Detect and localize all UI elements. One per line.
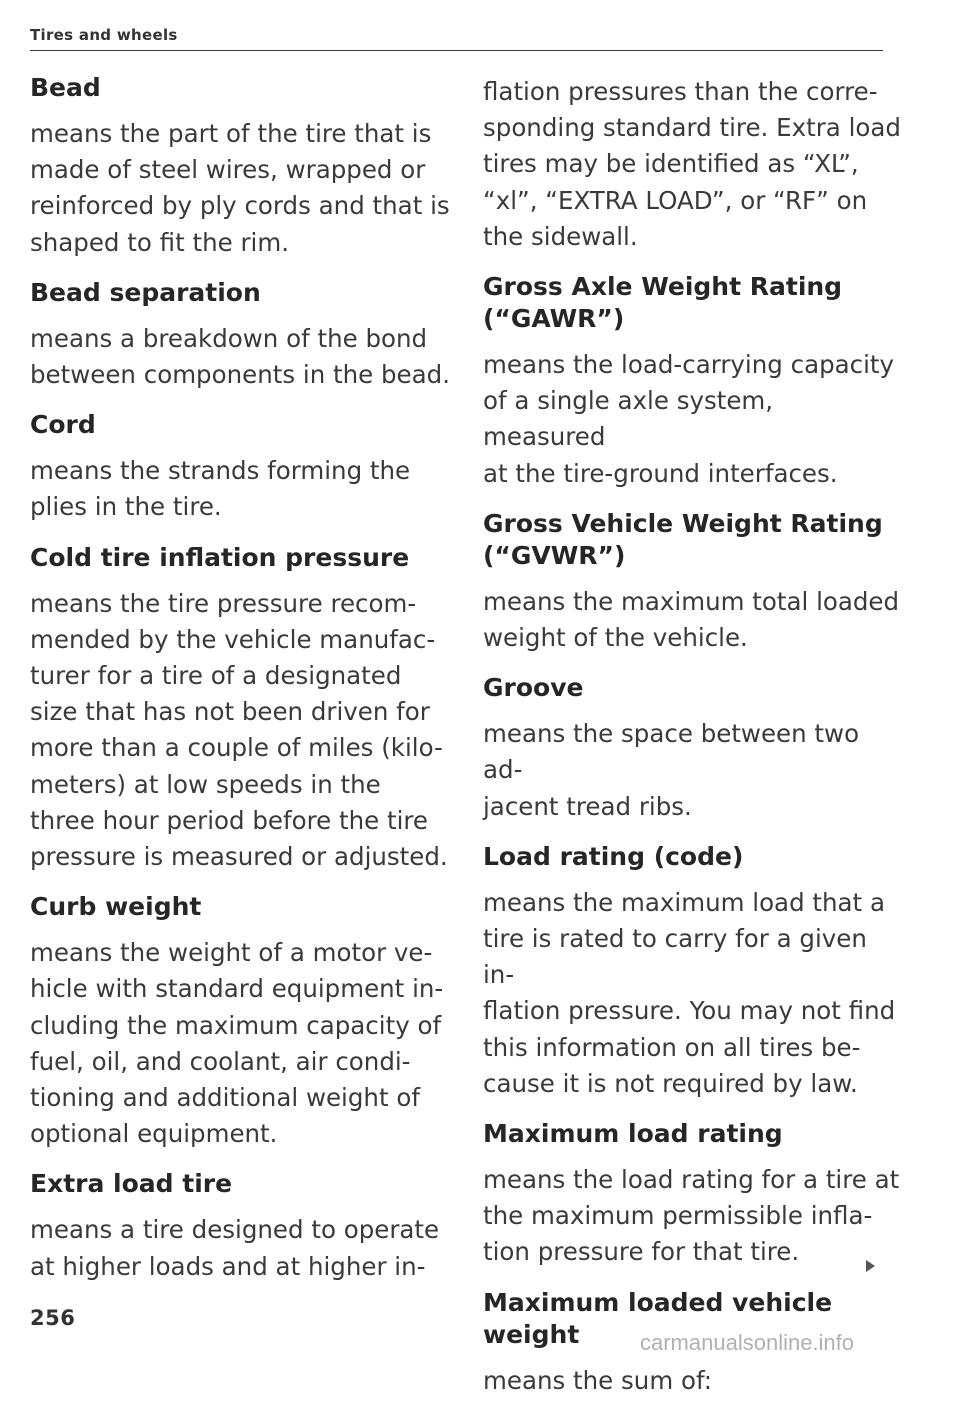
glossary-entry-maximum-load-rating [483, 1118, 903, 1271]
term-definition: means the maximum total loaded weight of the vehicle. [483, 586, 900, 653]
glossary-entry-extra-load-tire [30, 1168, 450, 1284]
term-definition: means the load rating for a tire at the maximum permissible infla- tion pressure for that tire. [483, 1165, 900, 1267]
term-definition: means the load-carrying capacity of a single axle system, measured at the tire-ground interfaces. [483, 350, 895, 488]
right-column [483, 74, 903, 1415]
term-definition: means the weight of a motor ve- hicle with standard equipment in- cluding the maximum capacity of fuel, oil, and coolant, air condi- tioning and additional weight of optional equipment. [30, 938, 444, 1149]
term-definition: means the strands forming the plies in the tire. [30, 456, 411, 522]
glossary-entry-curb-weight [30, 891, 450, 1152]
term-definition: means the maximum load that a tire is rated to carry for a given in- flation pressure. You may not find this information on all tires be- cause it is not required by law. [483, 887, 896, 1098]
term-heading: Gross Axle Weight Rating (“GAWR”) [483, 272, 843, 334]
header-rule [30, 50, 883, 51]
watermark: carmanualsonline.info [640, 1330, 855, 1355]
continued-definition: flation pressures than the corre- sponding standard tire. Extra load tires may be identified as “XL”, “xl”, “EXTRA LOAD”, or “RF” on the sidewall. [483, 77, 901, 251]
left-column [30, 72, 450, 1301]
glossary-entry-gvwr [483, 508, 903, 656]
term-heading: Bead [30, 73, 101, 102]
term-heading: Load rating (code) [483, 841, 744, 871]
term-definition: means the tire pressure recom- mended by the vehicle manufac- turer for a tire of a designated size that has not been driven for more than a couple of miles (kilo- meters) at low speeds in the three hour period before the tire pressure is measured or adjusted. [30, 588, 448, 872]
glossary-entry-bead [30, 72, 450, 261]
term-heading: Bead separation [30, 277, 261, 307]
glossary-entry-bead-separation [30, 277, 450, 393]
term-heading: Cord [30, 410, 96, 440]
glossary-entry-load-rating [483, 841, 903, 1102]
term-heading: Maximum load rating [483, 1119, 783, 1149]
term-definition: means the space between two ad- jacent tread ribs. [483, 719, 860, 821]
glossary-entry-gawr [483, 271, 903, 492]
term-definition: means the part of the tire that is made of steel wires, wrapped or reinforced by ply cords and that is shaped to fit the rim. [30, 119, 450, 257]
term-heading: Maximum loaded vehicle weight [483, 1287, 833, 1349]
term-heading: Curb weight [30, 892, 202, 922]
glossary-entry-cold-tire-inflation-pressure [30, 542, 450, 876]
term-heading: Cold tire inflation pressure [30, 542, 410, 572]
page-number: 256 [30, 1306, 76, 1330]
term-heading: Extra load tire [30, 1169, 233, 1199]
glossary-entry-cord [30, 409, 450, 525]
term-heading: Gross Vehicle Weight Rating (“GVWR”) [483, 508, 883, 570]
term-definition: means the sum of: [483, 1365, 712, 1395]
triangle-right-icon [866, 1260, 875, 1272]
term-definition: means a breakdown of the bond between components in the bead. [30, 323, 450, 390]
running-head: Tires and wheels [30, 26, 178, 44]
term-definition: means a tire designed to operate at higher loads and at higher in- [30, 1215, 440, 1281]
glossary-entry-groove [483, 672, 903, 825]
term-heading: Groove [483, 673, 584, 703]
